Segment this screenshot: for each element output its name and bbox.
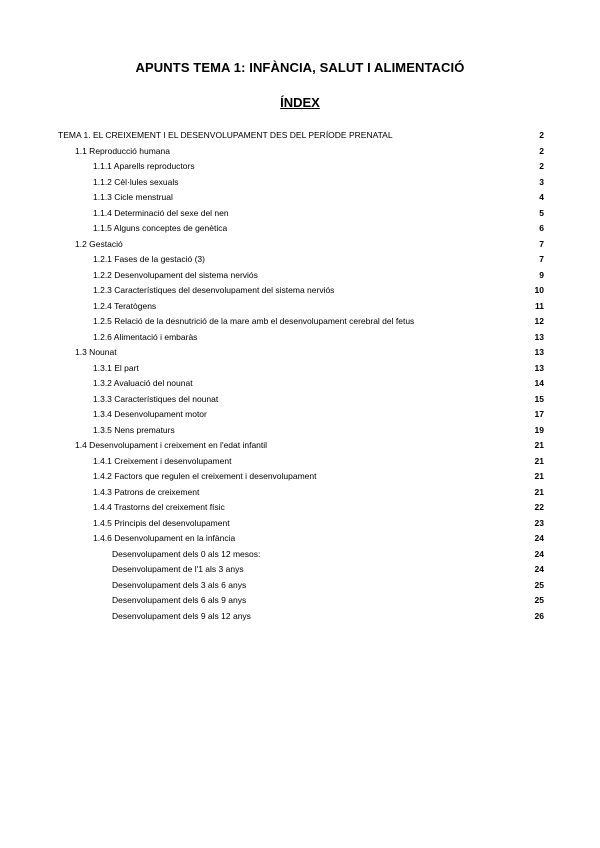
toc-entry-page[interactable]: 21 xyxy=(534,471,544,481)
toc-entry-label[interactable]: 1.3.3 Característiques del nounat xyxy=(93,393,219,404)
toc-entry[interactable] xyxy=(58,206,544,222)
toc-entry-label[interactable]: 1.2 Gestació xyxy=(75,238,123,249)
toc-entry[interactable] xyxy=(58,128,544,144)
toc-entry[interactable] xyxy=(58,159,544,175)
toc-entry-label[interactable]: Desenvolupament dels 3 als 6 anys xyxy=(112,579,247,590)
toc-entry-page[interactable]: 26 xyxy=(534,610,544,621)
toc-entry-label[interactable]: 1.2.6 Alimentació i embaràs xyxy=(93,331,198,342)
toc-entry[interactable] xyxy=(58,516,544,532)
toc-entry[interactable] xyxy=(58,562,544,578)
toc-entry-page[interactable]: 21 xyxy=(534,440,544,450)
toc-entry[interactable] xyxy=(58,547,544,563)
toc-entry-page[interactable]: 4 xyxy=(539,192,544,202)
toc-entry-label[interactable]: 1.3.1 El part xyxy=(93,362,139,373)
toc-entry-label[interactable]: 1.4.6 Desenvolupament en la infància xyxy=(93,533,236,543)
toc-entry[interactable] xyxy=(58,361,544,377)
toc-entry-page[interactable]: 19 xyxy=(534,424,544,435)
toc-entry-page[interactable]: 9 xyxy=(539,269,544,280)
index-heading: ÍNDEX xyxy=(280,95,320,110)
toc-entry-label[interactable]: 1.1.4 Determinació del sexe del nen xyxy=(93,207,229,218)
toc-entry[interactable] xyxy=(58,407,544,423)
toc-entry-page[interactable]: 13 xyxy=(534,362,544,373)
toc-entry-page[interactable]: 6 xyxy=(539,223,544,233)
toc-entry-label[interactable]: 1.3.2 Avaluació del nounat xyxy=(93,378,193,388)
toc-entry[interactable] xyxy=(58,392,544,408)
toc-entry-page[interactable]: 25 xyxy=(534,595,544,605)
toc-entry-label[interactable]: Desenvolupament dels 0 als 12 mesos: xyxy=(112,548,261,559)
toc-entry-label[interactable]: 1.1.3 Cicle menstrual xyxy=(93,192,173,202)
toc-entry[interactable] xyxy=(58,345,544,361)
toc-entry-page[interactable]: 2 xyxy=(539,145,544,156)
toc-entry-label[interactable]: 1.2.2 Desenvolupament del sistema nerviós xyxy=(93,269,258,280)
toc-entry-page[interactable]: 21 xyxy=(534,455,544,466)
toc-entry[interactable] xyxy=(58,175,544,191)
toc-entry[interactable] xyxy=(58,438,544,454)
toc-entry-page[interactable]: 10 xyxy=(534,285,544,295)
toc-entry[interactable] xyxy=(58,283,544,299)
toc-entry[interactable] xyxy=(58,144,544,160)
toc-entry-label[interactable]: 1.4.5 Principis del desenvolupament xyxy=(93,517,230,528)
toc-entry[interactable] xyxy=(58,469,544,485)
toc-entry-page[interactable]: 23 xyxy=(534,517,544,528)
toc-entry[interactable] xyxy=(58,531,544,547)
toc-entry-label[interactable]: 1.2.5 Relació de la desnutrició de la mare amb el desenvolupament cerebral del fetus xyxy=(93,316,415,326)
toc-entry[interactable] xyxy=(58,423,544,439)
toc-entry-label[interactable]: 1.3 Nounat xyxy=(75,347,117,357)
toc-entry[interactable] xyxy=(58,299,544,315)
toc-entry[interactable] xyxy=(58,252,544,268)
toc-entry-page[interactable]: 7 xyxy=(539,238,544,249)
toc-entry-page[interactable]: 24 xyxy=(534,533,544,543)
toc-entry[interactable] xyxy=(58,190,544,206)
toc-entry-page[interactable]: 3 xyxy=(539,176,544,187)
toc-entry-page[interactable]: 17 xyxy=(534,409,544,419)
toc-entry-label[interactable]: Desenvolupament dels 6 als 9 anys xyxy=(112,595,247,605)
toc-entry-label[interactable]: 1.4.3 Patrons de creixement xyxy=(93,486,200,497)
toc-entry-label[interactable]: 1.2.4 Teratògens xyxy=(93,300,157,311)
toc-entry[interactable] xyxy=(58,268,544,284)
toc-entry[interactable] xyxy=(58,376,544,392)
toc-entry-page[interactable]: 14 xyxy=(534,378,544,388)
toc-entry-label[interactable]: Desenvolupament de l'1 als 3 anys xyxy=(112,564,244,574)
toc-entry-page[interactable]: 24 xyxy=(534,564,544,574)
toc-entry-label[interactable]: 1.4.1 Creixement i desenvolupament xyxy=(93,455,232,466)
toc-entry-page[interactable]: 24 xyxy=(534,548,544,559)
toc-entry-page[interactable]: 2 xyxy=(539,161,544,171)
toc-entry-label[interactable]: 1.2.1 Fases de la gestació (3) xyxy=(93,254,205,264)
toc-entry-page[interactable]: 15 xyxy=(534,393,544,404)
toc-entry-label[interactable]: 1.4.4 Trastorns del creixement físic xyxy=(93,502,225,512)
toc-entry-page[interactable]: 13 xyxy=(534,347,544,357)
table-of-contents xyxy=(58,128,544,624)
toc-entry-page[interactable]: 2 xyxy=(539,130,544,140)
toc-entry[interactable] xyxy=(58,314,544,330)
toc-entry-label[interactable]: 1.2.3 Característiques del desenvolupament del sistema nerviós xyxy=(93,285,335,295)
toc-entry[interactable] xyxy=(58,221,544,237)
toc-entry-label[interactable]: 1.1.2 Cèl·lules sexuals xyxy=(93,176,179,187)
toc-entry-label[interactable]: TEMA 1. EL CREIXEMENT I EL DESENVOLUPAMENT DES DEL PERÍODE PRENATAL xyxy=(58,130,393,140)
toc-entry-label[interactable]: 1.1.1 Aparells reproductors xyxy=(93,161,195,171)
toc-entry[interactable] xyxy=(58,485,544,501)
toc-entry-page[interactable]: 11 xyxy=(535,300,544,311)
toc-entry-label[interactable]: 1.4.2 Factors que regulen el creixement i desenvolupament xyxy=(93,471,317,481)
toc-entry-label[interactable]: 1.4 Desenvolupament i creixement en l'edat infantil xyxy=(75,440,268,450)
toc-entry-page[interactable]: 13 xyxy=(534,331,544,342)
toc-entry[interactable] xyxy=(58,330,544,346)
toc-entry-label[interactable]: 1.1 Reproducció humana xyxy=(75,145,170,156)
toc-entry[interactable] xyxy=(58,500,544,516)
toc-entry[interactable] xyxy=(58,454,544,470)
toc-entry-page[interactable]: 7 xyxy=(539,254,544,264)
document-title: APUNTS TEMA 1: INFÀNCIA, SALUT I ALIMENTACIÓ xyxy=(135,60,465,75)
toc-entry-page[interactable]: 25 xyxy=(534,579,544,590)
toc-entry[interactable] xyxy=(58,237,544,253)
toc-entry-page[interactable]: 21 xyxy=(534,486,544,497)
toc-entry[interactable] xyxy=(58,593,544,609)
toc-entry-label[interactable]: 1.3.4 Desenvolupament motor xyxy=(93,409,207,419)
toc-entry[interactable] xyxy=(58,609,544,625)
toc-entry-label[interactable]: 1.1.5 Alguns conceptes de genètica xyxy=(93,223,228,233)
toc-entry-label[interactable]: 1.3.5 Nens prematurs xyxy=(93,424,175,435)
toc-entry-page[interactable]: 12 xyxy=(534,316,544,326)
toc-entry-label[interactable]: Desenvolupament dels 9 als 12 anys xyxy=(112,610,251,621)
toc-entry-page[interactable]: 5 xyxy=(539,207,544,218)
toc-entry-page[interactable]: 22 xyxy=(534,502,544,512)
toc-entry[interactable] xyxy=(58,578,544,594)
